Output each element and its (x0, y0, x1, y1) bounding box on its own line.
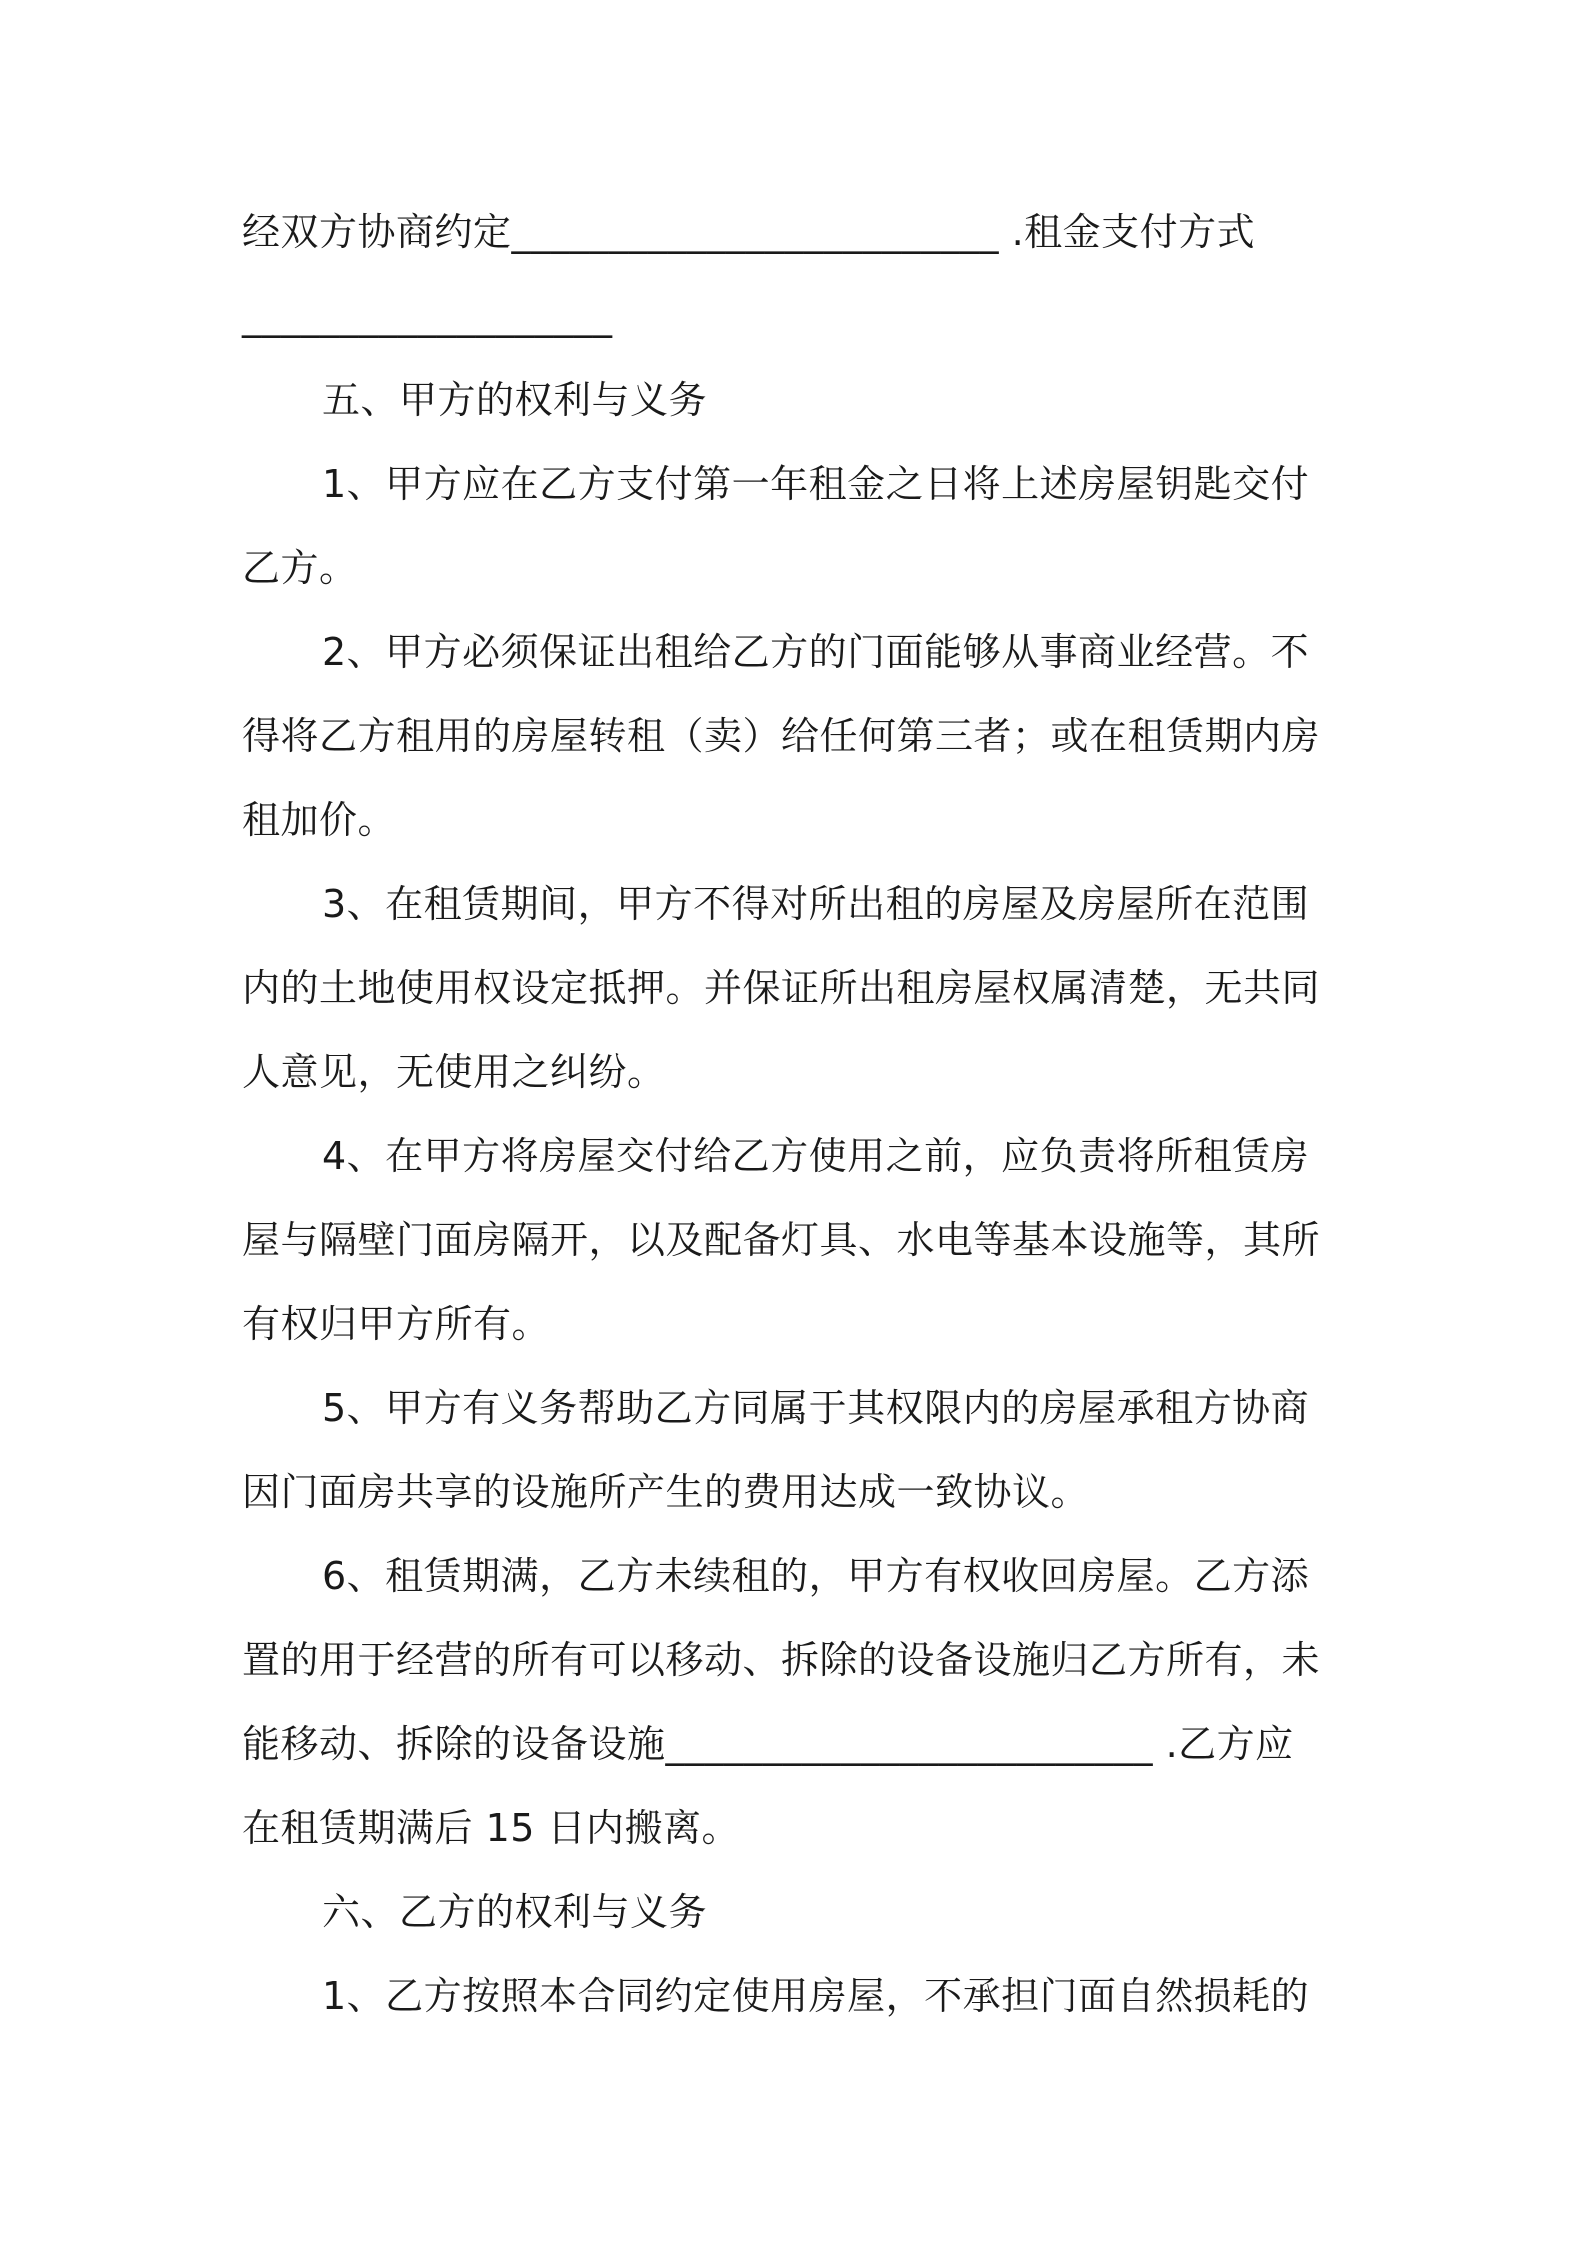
text-line-22: 1、乙方按照本合同约定使用房屋，不承担门面自然损耗的 (322, 1974, 1310, 2018)
text-line-18: 置的用于经营的所有可以移动、拆除的设备设施归乙方所有，未 (242, 1638, 1321, 1682)
text-line-20: 在租赁期满后 15 日内搬离。 (242, 1806, 741, 1850)
text-line-4: 1、甲方应在乙方支付第一年租金之日将上述房屋钥匙交付 (322, 462, 1310, 506)
text-line-17: 6、租赁期满，乙方未续租的，甲方有权收回房屋。乙方添 (322, 1554, 1310, 1598)
text-line-7: 得将乙方租用的房屋转租（卖）给任何第三者；或在租赁期内房 (242, 714, 1321, 758)
text-line-2: ___________________ (242, 294, 613, 338)
text-line-5: 乙方。 (242, 546, 358, 590)
text-line-13: 屋与隔壁门面房隔开，以及配备灯具、水电等基本设施等，其所 (242, 1218, 1321, 1262)
text-line-15: 5、甲方有义务帮助乙方同属于其权限内的房屋承租方协商 (322, 1386, 1310, 1430)
text-line-19: 能移动、拆除的设备设施_________________________ .乙方应 (242, 1722, 1294, 1766)
text-line-1: 经双方协商约定_________________________ .租金支付方式 (242, 210, 1256, 254)
text-line-8: 租加价。 (242, 798, 397, 842)
text-line-14: 有权归甲方所有。 (242, 1302, 551, 1346)
text-line-10: 内的土地使用权设定抵押。并保证所出租房屋权属清楚，无共同 (242, 966, 1321, 1010)
section-heading-5: 五、甲方的权利与义务 (322, 378, 708, 422)
document-page (242, 190, 1352, 2038)
text-line-9: 3、在租赁期间，甲方不得对所出租的房屋及房屋所在范围 (322, 882, 1310, 926)
text-line-12: 4、在甲方将房屋交付给乙方使用之前，应负责将所租赁房 (322, 1134, 1310, 1178)
text-line-16: 因门面房共享的设施所产生的费用达成一致协议。 (242, 1470, 1090, 1514)
text-line-11: 人意见，无使用之纠纷。 (242, 1050, 666, 1094)
text-line-6: 2、甲方必须保证出租给乙方的门面能够从事商业经营。不 (322, 630, 1310, 674)
section-heading-6: 六、乙方的权利与义务 (322, 1890, 708, 1934)
